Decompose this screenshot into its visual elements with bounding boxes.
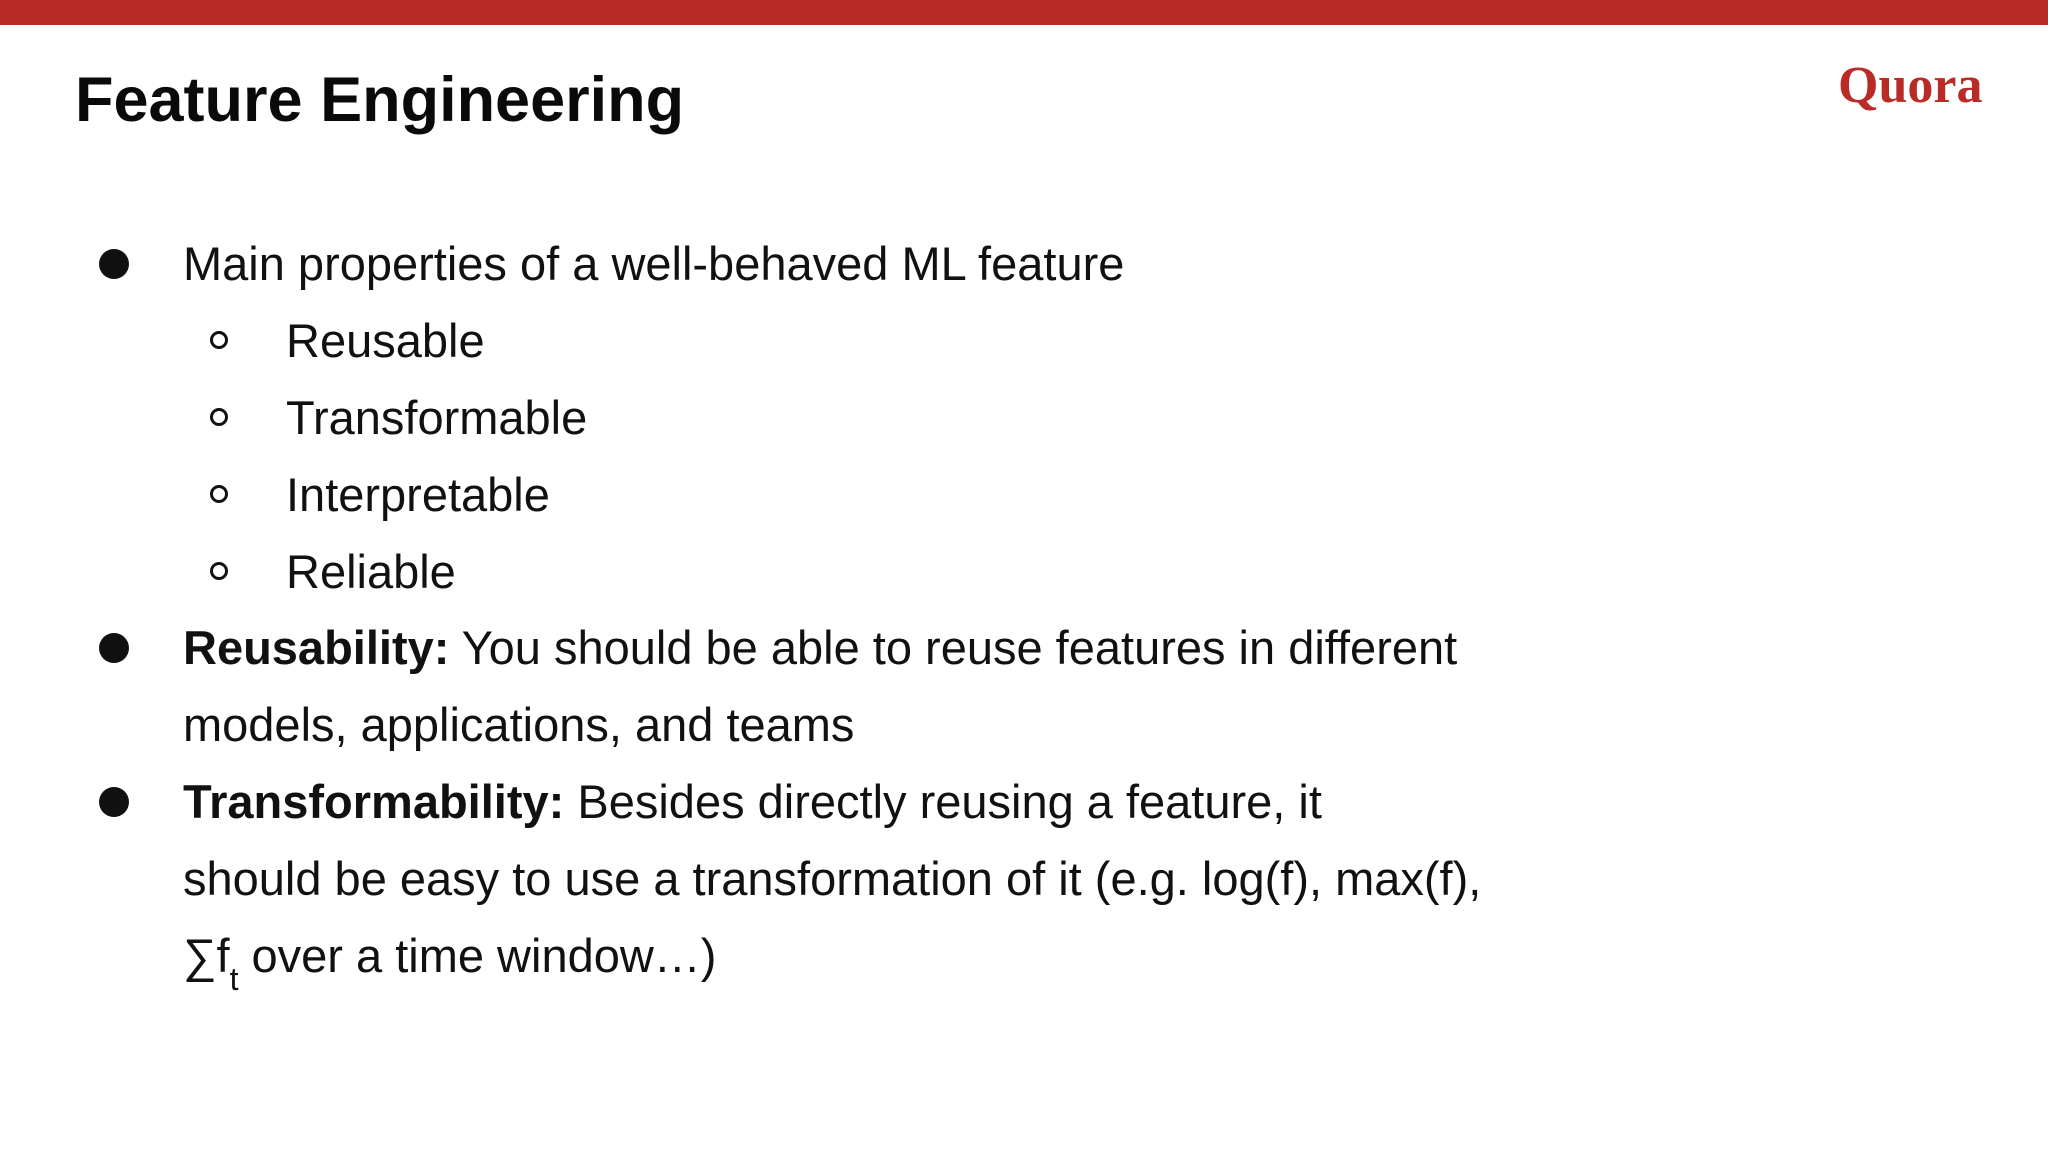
reusability-text: You should be able to reuse features in different [449,621,1458,674]
sub-bullet-circle [210,408,228,426]
bullet-transformability-line1 [183,763,1322,840]
transformability-label: Transformability: [183,775,565,828]
bullet-dot [99,249,129,279]
bullet-reusability-line2: models, applications, and teams [183,698,855,751]
reusability-label: Reusability: [183,621,450,674]
bullet-transformability-line3 [183,917,717,997]
sub-item-reusable: Reusable [286,314,485,367]
quora-logo-text: Quora [1838,57,1983,114]
bullet-main-properties: Main properties of a well-behaved ML feature [183,237,1125,290]
bullet-transformability-line2: should be easy to use a transformation of it (e.g. log(f), max(f), [183,852,1482,905]
slide-title: Feature Engineering [75,65,685,135]
bullet-reusability-line1 [183,609,1457,686]
subscript-t: t [229,961,239,997]
sub-bullet-circle [210,331,228,349]
sub-item-interpretable: Interpretable [286,468,550,521]
transformability-text: Besides directly reusing a feature, it [564,775,1322,828]
time-window-text: over a time window…) [238,929,717,982]
sub-bullet-circle [210,562,228,580]
bullet-dot [99,633,129,663]
bullet-dot [99,787,129,817]
sub-item-transformable: Transformable [286,391,588,444]
sub-bullet-circle [210,485,228,503]
sub-item-reliable: Reliable [286,545,456,598]
sum-symbol-text: ∑f [183,929,230,982]
